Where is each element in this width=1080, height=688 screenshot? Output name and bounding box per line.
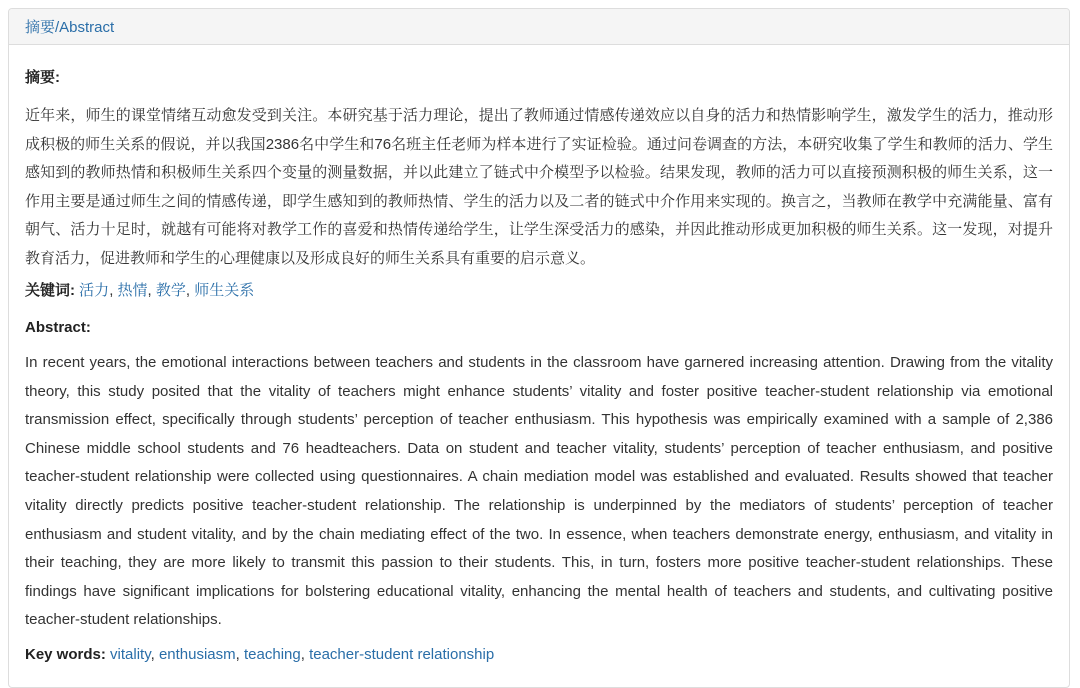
english-keyword-link[interactable]: teacher-student relationship	[309, 645, 495, 663]
english-keywords-label: Key words:	[25, 645, 111, 663]
chinese-keyword-link[interactable]: 教学	[155, 282, 186, 299]
chinese-abstract-text: 近年来，师生的课堂情绪互动愈发受到关注。本研究基于活力理论，提出了教师通过情感传递效应以自身的活力和热情影响学生，激发学生的活力，推动形成积极的师生关系的假说，并以我国2386名中学生和76名班主任老师为样本进行了实证检验。通过问卷调查的方法，本研究收集了学生和教师的活力、学生感知到的教师热情和积极师生关系四个变量的测量数据，并以此建立了链式中介模型予以检验。结果发现，教师的活力可以直接预测积极的师生关系，这一作用主要是通过师生之间的情感传递，即学生感知到的教师热情、学生的活力以及二者的链式中介作用来实现的。换言之，当教师在教学中充满能量、富有朝气、活力十足时，就越有可能将对教学工作的喜爱和热情传递给学生，让学生深受活力的感染，并因此推动形成更加积极的师生关系。这一发现，对提升教育活力，促进教师和学生的心理健康以及形成良好的师生关系具有重要的启示意义。	[25, 107, 1053, 267]
keyword-separator: ,	[109, 282, 118, 299]
english-keyword-link[interactable]: enthusiasm	[158, 645, 236, 663]
chinese-keywords-row	[25, 279, 1053, 303]
keyword-separator: ,	[235, 645, 244, 663]
keyword-separator: ,	[300, 645, 310, 663]
panel-body	[9, 66, 1069, 667]
english-keyword-link[interactable]: vitality	[110, 645, 151, 663]
chinese-keyword-link[interactable]: 活力	[79, 282, 110, 299]
english-keyword-link[interactable]: teaching	[244, 645, 301, 663]
english-keyword-list	[110, 646, 494, 663]
chinese-keyword-link[interactable]: 热情	[117, 282, 148, 299]
abstract-panel	[8, 8, 1070, 688]
keyword-separator: ,	[185, 282, 195, 299]
keyword-separator: ,	[147, 282, 156, 299]
english-abstract-label: Abstract:	[25, 319, 91, 336]
keyword-separator: ,	[150, 645, 159, 663]
chinese-abstract-label: 摘要:	[25, 69, 60, 86]
chinese-keyword-list	[79, 282, 254, 299]
panel-title-link[interactable]: 摘要/Abstract	[25, 19, 115, 36]
english-abstract-text: In recent years, the emotional interactions between teachers and students in the classroom have garnered increasing attention. Drawing from the vitality theory, this study posited that the vitality of teachers might enhance students’ vitality and foster positive teacher-student relationship via emotional transmission effect, specifically through students’ perception of teacher enthusiasm. This hypothesis was empirically examined with a sample of 2,386 Chinese middle school students and 76 headteachers. Data on student and teacher vitality, students’ perception of teacher enthusiasm, and positive teacher-student relationship were collected using questionnaires. A chain mediation model was established and evaluated. Results showed that teacher vitality directly predicts positive teacher-student relationship. The relationship is underpinned by the mediators of students’ perception of teacher enthusiasm and student vitality, and by the chain mediating effect of the two. In essence, when teachers demonstrate energy, enthusiasm, and vitality in their teaching, they are more likely to transmit this passion to their students. This, in turn, fosters more positive teacher-student relationships. These findings have significant implications for bolstering educational vitality, enhancing the mental health of teachers and students, and cultivating positive teacher-student relationships.	[25, 354, 1053, 629]
chinese-keyword-link[interactable]: 师生关系	[194, 282, 255, 299]
panel-heading	[9, 9, 1069, 45]
english-keywords-row	[25, 643, 1053, 667]
chinese-keywords-label: 关键词:	[25, 282, 80, 299]
